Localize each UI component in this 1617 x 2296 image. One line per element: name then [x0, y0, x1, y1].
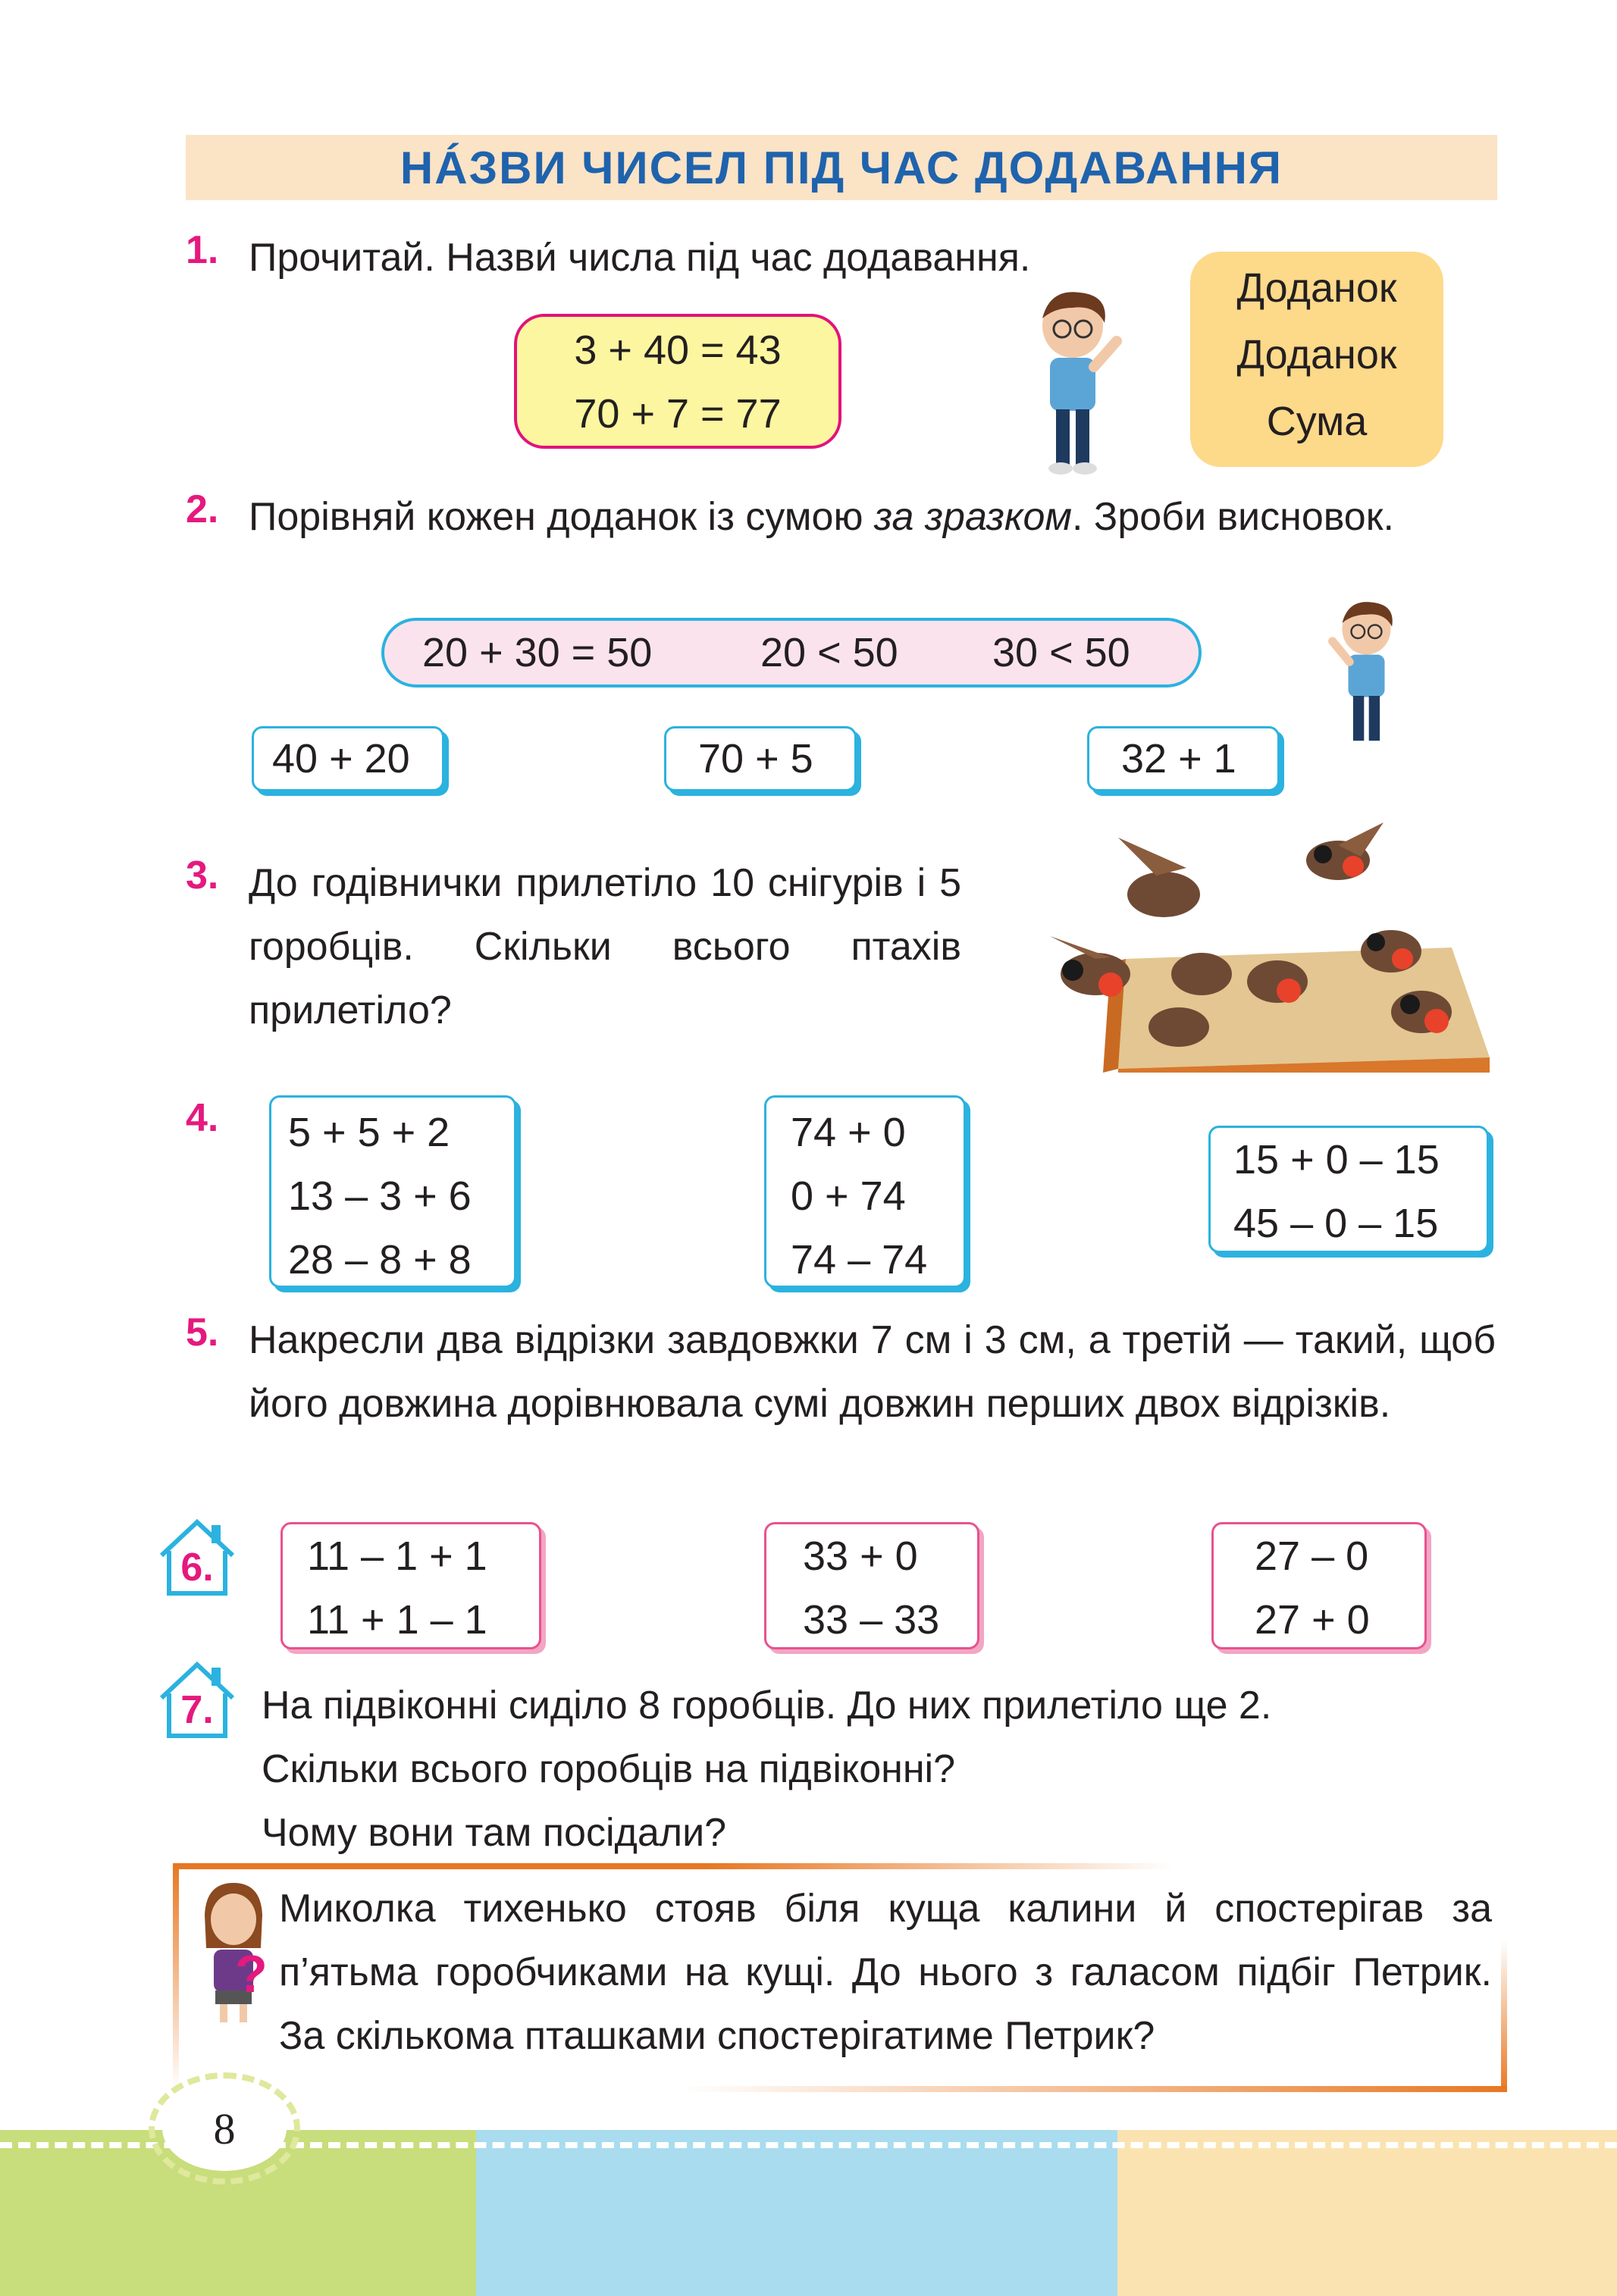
sample-comparison: 20 < 50 [760, 630, 898, 675]
expression-box [252, 726, 444, 791]
expression: 32 + 1 [1121, 736, 1236, 782]
task-7 [163, 1687, 231, 1733]
expression-group [1211, 1522, 1427, 1649]
expression: 5 + 5 + 2 [288, 1110, 450, 1155]
expression: 27 + 0 [1255, 1597, 1370, 1643]
equation: 3 + 40 = 43 [574, 327, 782, 373]
term-sum: Сума [1266, 399, 1368, 444]
expression: 11 – 1 + 1 [307, 1533, 487, 1579]
title-bar [186, 135, 1497, 200]
task-1-text: Прочитай. Назви́ числа під час додавання. [249, 236, 1031, 280]
task-number: 7. [180, 1688, 214, 1732]
expression: 74 + 0 [791, 1110, 906, 1155]
equation: 70 + 7 = 77 [574, 391, 782, 437]
expression: 74 – 74 [791, 1237, 928, 1283]
svg-text:?: ? [235, 1944, 268, 2003]
emphasis-text: за зразком [873, 495, 1073, 539]
puzzle-left-border [173, 1863, 179, 2091]
sample-equation: 20 + 30 = 50 [422, 630, 653, 675]
expression: 33 + 0 [803, 1533, 918, 1579]
boy-illustration [1319, 599, 1414, 750]
page-title: НÁЗВИ ЧИСЕЛ ПІД ЧАС ДОДАВАННЯ [400, 142, 1283, 193]
expression: 28 – 8 + 8 [288, 1237, 472, 1283]
expression-group [1208, 1126, 1489, 1253]
expression: 40 + 20 [272, 736, 410, 782]
task-1 [186, 227, 218, 273]
task-number: 2. [186, 487, 219, 531]
footer-blue-band [476, 2130, 1117, 2296]
task-5 [186, 1310, 218, 1355]
terms-box [1190, 252, 1443, 467]
expression: 33 – 33 [803, 1597, 940, 1643]
task-number: 4. [186, 1096, 219, 1140]
page-number-badge [162, 2086, 287, 2171]
expression: 0 + 74 [791, 1173, 906, 1219]
expression: 70 + 5 [698, 736, 813, 782]
expression-group [269, 1095, 516, 1288]
puzzle-right-border [1501, 1940, 1507, 2092]
sample-box [381, 618, 1202, 688]
task-2-text: Порівняй кожен доданок із сумою за зразком. Зроби висновок. [249, 495, 1394, 539]
term-addend: Доданок [1236, 332, 1397, 377]
task-4 [186, 1095, 218, 1141]
expression: 11 + 1 – 1 [307, 1597, 487, 1643]
task-5-text: Накресли два відрізки завдовжки 7 см і 3 см, а третій — такий, щоб його довжина дорівнювала сумі довжин перших двох відрізків. [249, 1318, 1496, 1426]
task-7-text: На підвіконні сиділо 8 горобців. До них прилетіло ще 2. Скільки всього горобців на підвіконні? Чому вони там посідали? [262, 1684, 1272, 1855]
expression-group [764, 1522, 979, 1649]
task-6 [163, 1545, 231, 1590]
expression: 15 + 0 – 15 [1233, 1137, 1440, 1182]
girl-question-illustration [188, 1878, 279, 2030]
task-number: 1. [186, 228, 219, 272]
expression-group [280, 1522, 541, 1649]
puzzle-bottom-border [682, 2086, 1507, 2092]
puzzle-text: Миколка тихенько стояв біля куща калини й спостерігав за п’ятьма горобчиками на кущі. До нього з галасом підбіг Петрик. За скількома пташками спостерігатиме Петрик? [279, 1887, 1492, 2058]
footer-tan-band [1117, 2130, 1617, 2296]
boy-illustration [1027, 288, 1133, 478]
page-number: 8 [213, 2103, 236, 2153]
task-3-text: До годівнички прилетіло 10 снігурів і 5 горобців. Скільки всього птахів прилетіло? [249, 861, 961, 1032]
term-addend: Доданок [1236, 265, 1397, 311]
expression: 27 – 0 [1255, 1533, 1369, 1579]
puzzle-top-border [173, 1863, 1507, 1869]
equations-box [514, 314, 841, 449]
expression: 45 – 0 – 15 [1233, 1201, 1439, 1246]
expression-box [1087, 726, 1280, 791]
birds-feeder-illustration [1027, 822, 1497, 1073]
expression-box [664, 726, 857, 791]
expression: 13 – 3 + 6 [288, 1173, 472, 1219]
task-2 [186, 487, 218, 532]
task-number: 5. [186, 1311, 219, 1355]
task-3 [186, 853, 218, 898]
expression-group [764, 1095, 966, 1288]
task-number: 6. [180, 1546, 214, 1590]
task-number: 3. [186, 854, 219, 897]
sample-comparison: 30 < 50 [992, 630, 1130, 675]
